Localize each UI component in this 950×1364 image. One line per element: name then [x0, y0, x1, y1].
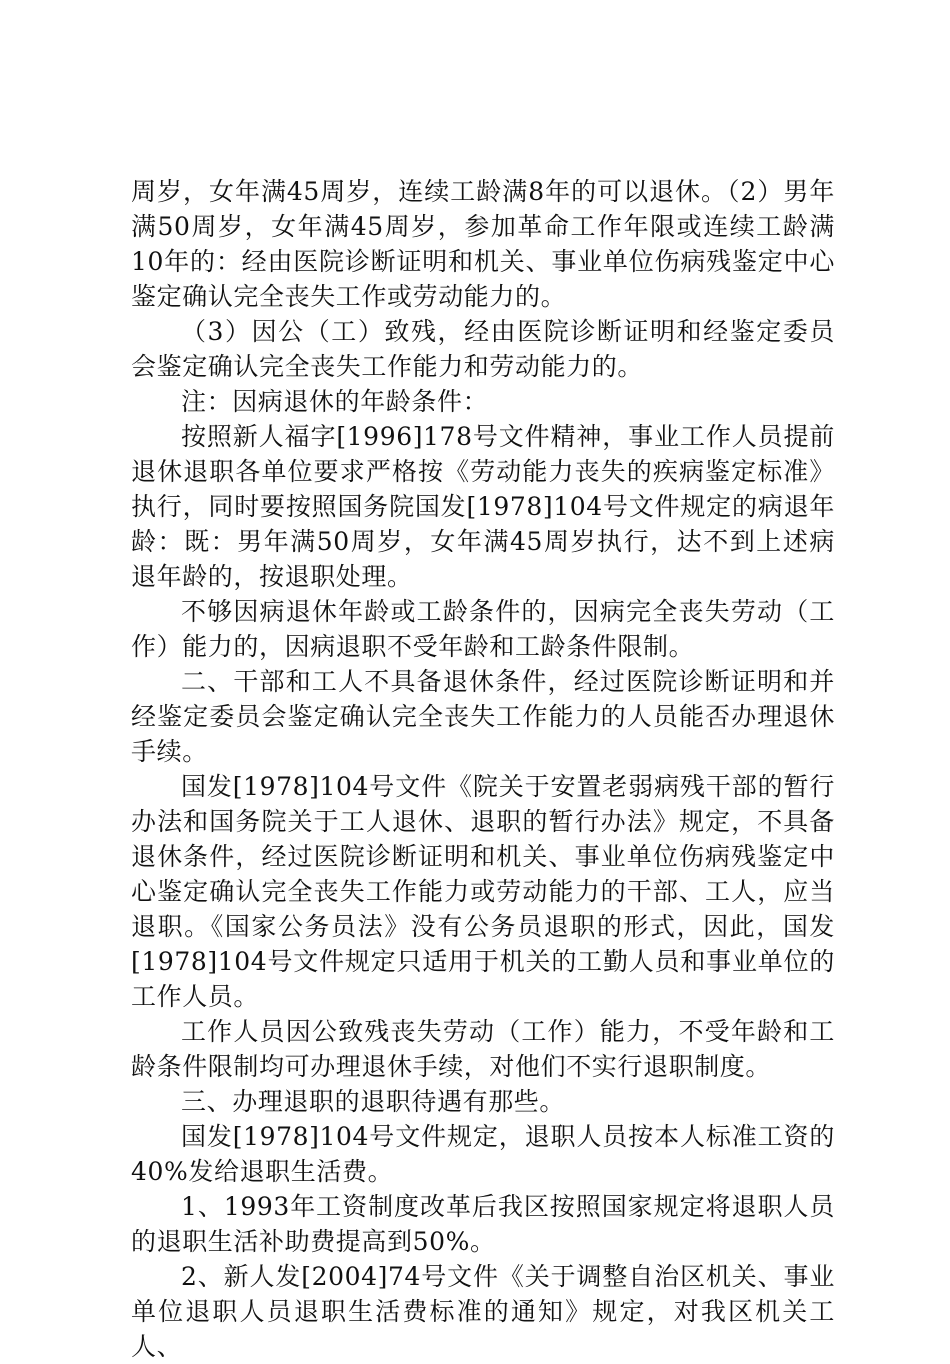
- paragraph-document-1996-178: 按照新人福字[1996]178号文件精神，事业工作人员提前退休退职各单位要求严格按《劳动能力丧失的疾病鉴定标准》执行，同时要按照国务院国发[1978]104号文件规定的病退年龄：既：男年满50周岁，女年满45周岁执行，达不到上述病退年龄的，按退职处理。: [131, 422, 835, 591]
- paragraph-resignation-allowance-40: 国发[1978]104号文件规定，退职人员按本人标准工资的40%发给退职生活费。: [131, 1122, 835, 1186]
- section-heading-two: 二、干部和工人不具备退休条件，经过医院诊断证明和并经鉴定委员会鉴定确认完全丧失工作能力的人员能否办理退休手续。: [131, 667, 835, 766]
- paragraph-document-1978-104: 国发[1978]104号文件《院关于安置老弱病残干部的暂行办法和国务院关于工人退休、退职的暂行办法》规定，不具备退休条件，经过医院诊断证明和机关、事业单位伤病残鉴定中心鉴定确认完全丧失工作能力或劳动能力的干部、工人，应当退职。《国家公务员法》没有公务员退职的形式，因此，国发[1978]104号文件规定只适用于机关的工勤人员和事业单位的工作人员。: [131, 772, 835, 1011]
- document-body: [131, 174, 835, 1364]
- paragraph-retirement-conditions: 周岁，女年满45周岁，连续工龄满8年的可以退休。（2）男年满50周岁，女年满45周岁，参加革命工作年限或连续工龄满10年的：经由医院诊断证明和机关、事业单位伤病残鉴定中心鉴定确认完全丧失工作或劳动能力的。: [131, 177, 835, 311]
- paragraph-item-1-1993-reform: 1、1993年工资制度改革后我区按照国家规定将退职人员的退职生活补助费提高到50%。: [131, 1192, 835, 1256]
- section-heading-three: 三、办理退职的退职待遇有那些。: [181, 1087, 566, 1116]
- paragraph-note-age-conditions: 注：因病退休的年龄条件：: [181, 387, 489, 416]
- paragraph-work-injury-retirement: 工作人员因公致残丧失劳动（工作）能力，不受年龄和工龄条件限制均可办理退休手续，对他们不实行退职制度。: [131, 1017, 835, 1081]
- paragraph-illness-resignation: 不够因病退休年龄或工龄条件的，因病完全丧失劳动（工作）能力的，因病退职不受年龄和工龄条件限制。: [131, 597, 835, 661]
- paragraph-work-injury-disability: （3）因公（工）致残，经由医院诊断证明和经鉴定委员会鉴定确认完全丧失工作能力和劳动能力的。: [131, 317, 835, 381]
- paragraph-item-2-2004-74: 2、新人发[2004]74号文件《关于调整自治区机关、事业单位退职人员退职生活费标准的通知》规定，对我区机关工人、: [131, 1262, 835, 1361]
